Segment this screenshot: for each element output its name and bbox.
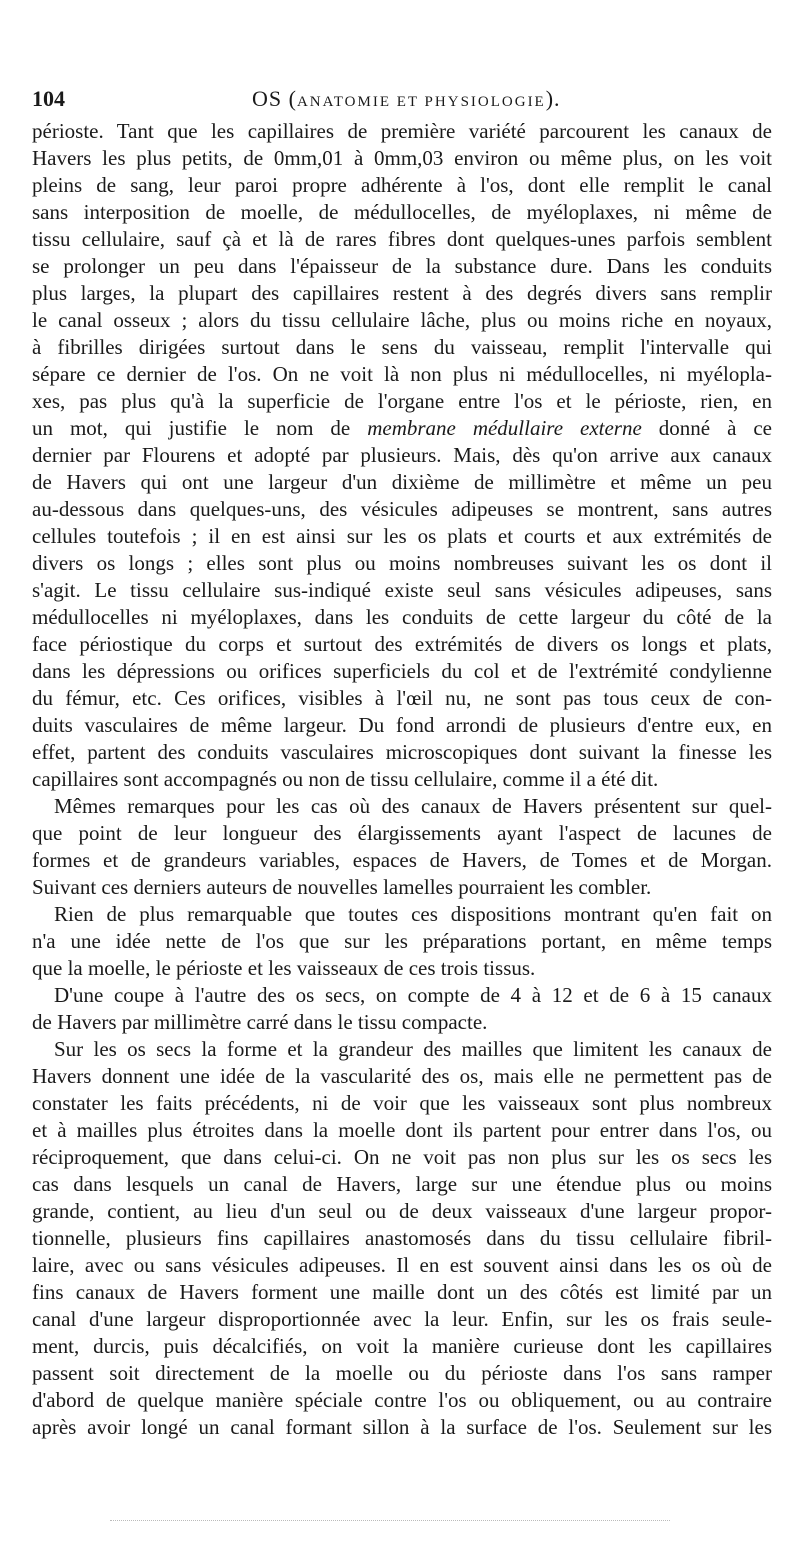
text-line: du fémur, etc. Ces orifices, visibles à l'œil nu, ne sont pas tous ceux de con- (32, 686, 772, 710)
text-line: duits vasculaires de même largeur. Du fond arrondi de plusieurs d'entre eux, en (32, 713, 772, 737)
text-line: cas dans lesquels un canal de Havers, large sur une étendue plus ou moins (32, 1172, 772, 1196)
body-text (32, 118, 772, 1441)
text-line: s'agit. Le tissu cellulaire sus-indiqué existe seul sans vésicules adipeuses, sans (32, 578, 772, 602)
text-line: sans interposition de moelle, de médullocelles, de myéloplaxes, ni même de (32, 200, 772, 224)
text-line: canal d'une largeur disproportionnée avec la leur. Enfin, sur les os frais seule- (32, 1307, 772, 1331)
text-line: cellules toutefois ; il en est ainsi sur les os plats et courts et aux extrémités de (32, 524, 772, 548)
text-line: tissu cellulaire, sauf çà et là de rares fibres dont quelques-unes parfois semblent (32, 227, 772, 251)
text-line: à fibrilles dirigées surtout dans le sens du vaisseau, remplit l'intervalle qui (32, 335, 772, 359)
page-number: 104 (32, 86, 65, 111)
text-line: réciproquement, que dans celui-ci. On ne voit pas non plus sur les os secs les (32, 1145, 772, 1169)
page-header (32, 86, 772, 114)
text-line: que la moelle, le périoste et les vaisseaux de ces trois tissus. (32, 956, 536, 980)
text-line: constater les faits précédents, ni de voir que les vaisseaux sont plus nombreux (32, 1091, 772, 1115)
text-line: se prolonger un peu dans l'épaisseur de la substance dure. Dans les conduits (32, 254, 772, 278)
text-line: Mêmes remarques pour les cas où des canaux de Havers présentent sur quel- (54, 794, 772, 818)
text-line: Sur les os secs la forme et la grandeur des mailles que limitent les canaux de (54, 1037, 772, 1061)
text-line: périoste. Tant que les capillaires de première variété parcourent les canaux de (32, 119, 772, 143)
text-line: après avoir longé un canal formant sillon à la surface de l'os. Seulement sur les (32, 1415, 772, 1439)
text-line: de Havers qui ont une largeur d'un dixième de millimètre et même un peu (32, 470, 772, 494)
running-head-smallcaps: ANATOMIE ET PHYSIOLOGIE (296, 94, 546, 110)
text-line: au-dessous dans quelques-uns, des vésicules adipeuses se montrent, sans autres (32, 497, 772, 521)
text-line: dernier par Flourens et adopté par plusieurs. Mais, dès qu'on arrive aux canaux (32, 443, 772, 467)
running-head-suffix: ). (545, 86, 561, 111)
text-line: laire, avec ou sans vésicules adipeuses. Il en est souvent ainsi dans les os où de (32, 1253, 772, 1277)
text-line: n'a une idée nette de l'os que sur les préparations portant, en même temps (32, 929, 772, 953)
text-line: pleins de sang, leur paroi propre adhérente à l'os, dont elle remplit le canal (32, 173, 772, 197)
text-line: face périostique du corps et surtout des extrémités de divers os longs et plats, (32, 632, 772, 656)
text-line: et à mailles plus étroites dans la moelle dont ils partent pour entrer dans l'os, ou (32, 1118, 772, 1142)
running-head-prefix: OS ( (252, 86, 297, 111)
text-line: ment, durcis, puis décalcifiés, on voit la manière curieuse dont les capillaires (32, 1334, 772, 1358)
text-line: tionnelle, plusieurs fins capillaires anastomosés dans du tissu cellulaire fibril- (32, 1226, 772, 1250)
text-line: Havers donnent une idée de la vascularité des os, mais elle ne permettent pas de (32, 1064, 772, 1088)
text-line: sépare ce dernier de l'os. On ne voit là non plus ni médullocelles, ni myélopla- (32, 362, 772, 386)
text-line: xes, pas plus qu'à la superficie de l'organe entre l'os et le périoste, rien, en (32, 389, 772, 413)
text-line: Havers les plus petits, de 0mm,01 à 0mm,03 environ ou même plus, on les voit (32, 146, 772, 170)
text-line: Suivant ces derniers auteurs de nouvelles lamelles pourraient les combler. (32, 875, 652, 899)
text-line: d'abord de quelque manière spéciale contre l'os ou obliquement, ou au contraire (32, 1388, 772, 1412)
text-line: divers os longs ; elles sont plus ou moins nombreuses suivant les os dont il (32, 551, 772, 575)
text-line: Rien de plus remarquable que toutes ces dispositions montrant qu'en fait on (54, 902, 772, 926)
text-line: de Havers par millimètre carré dans le tissu compacte. (32, 1010, 488, 1034)
text-line: que point de leur longueur des élargissements ayant l'aspect de lacunes de (32, 821, 772, 845)
text-line: D'une coupe à l'autre des os secs, on compte de 4 à 12 et de 6 à 15 canaux (54, 983, 772, 1007)
text-line: un mot, qui justifie le nom de membrane médullaire externe donné à ce (32, 416, 772, 440)
text-line: plus larges, la plupart des capillaires restent à des degrés divers sans remplir (32, 281, 772, 305)
text-line: fins canaux de Havers forment une maille dont un des côtés est limité par un (32, 1280, 772, 1304)
text-line: formes et de grandeurs variables, espaces de Havers, de Tomes et de Morgan. (32, 848, 772, 872)
text-line: passent soit directement de la moelle ou du périoste dans l'os sans ramper (32, 1361, 772, 1385)
running-head (252, 86, 561, 112)
text-line: dans les dépressions ou orifices superficiels du col et de l'extrémité condylienne (32, 659, 772, 683)
scan-dust-marks (110, 1520, 670, 1527)
italic-term: membrane médullaire externe (367, 416, 642, 440)
text-line: le canal osseux ; alors du tissu cellulaire lâche, plus ou moins riche en noyaux, (32, 308, 772, 332)
text-line: capillaires sont accompagnés ou non de tissu cellulaire, comme il a été dit. (32, 767, 659, 791)
text-line: effet, partent des conduits vasculaires microscopiques dont suivant la finesse les (32, 740, 772, 764)
text-line: médullocelles ni myéloplaxes, dans les conduits de cette largeur du côté de la (32, 605, 772, 629)
text-line: grande, contient, au lieu d'un seul ou de deux vaisseaux d'une largeur propor- (32, 1199, 772, 1223)
